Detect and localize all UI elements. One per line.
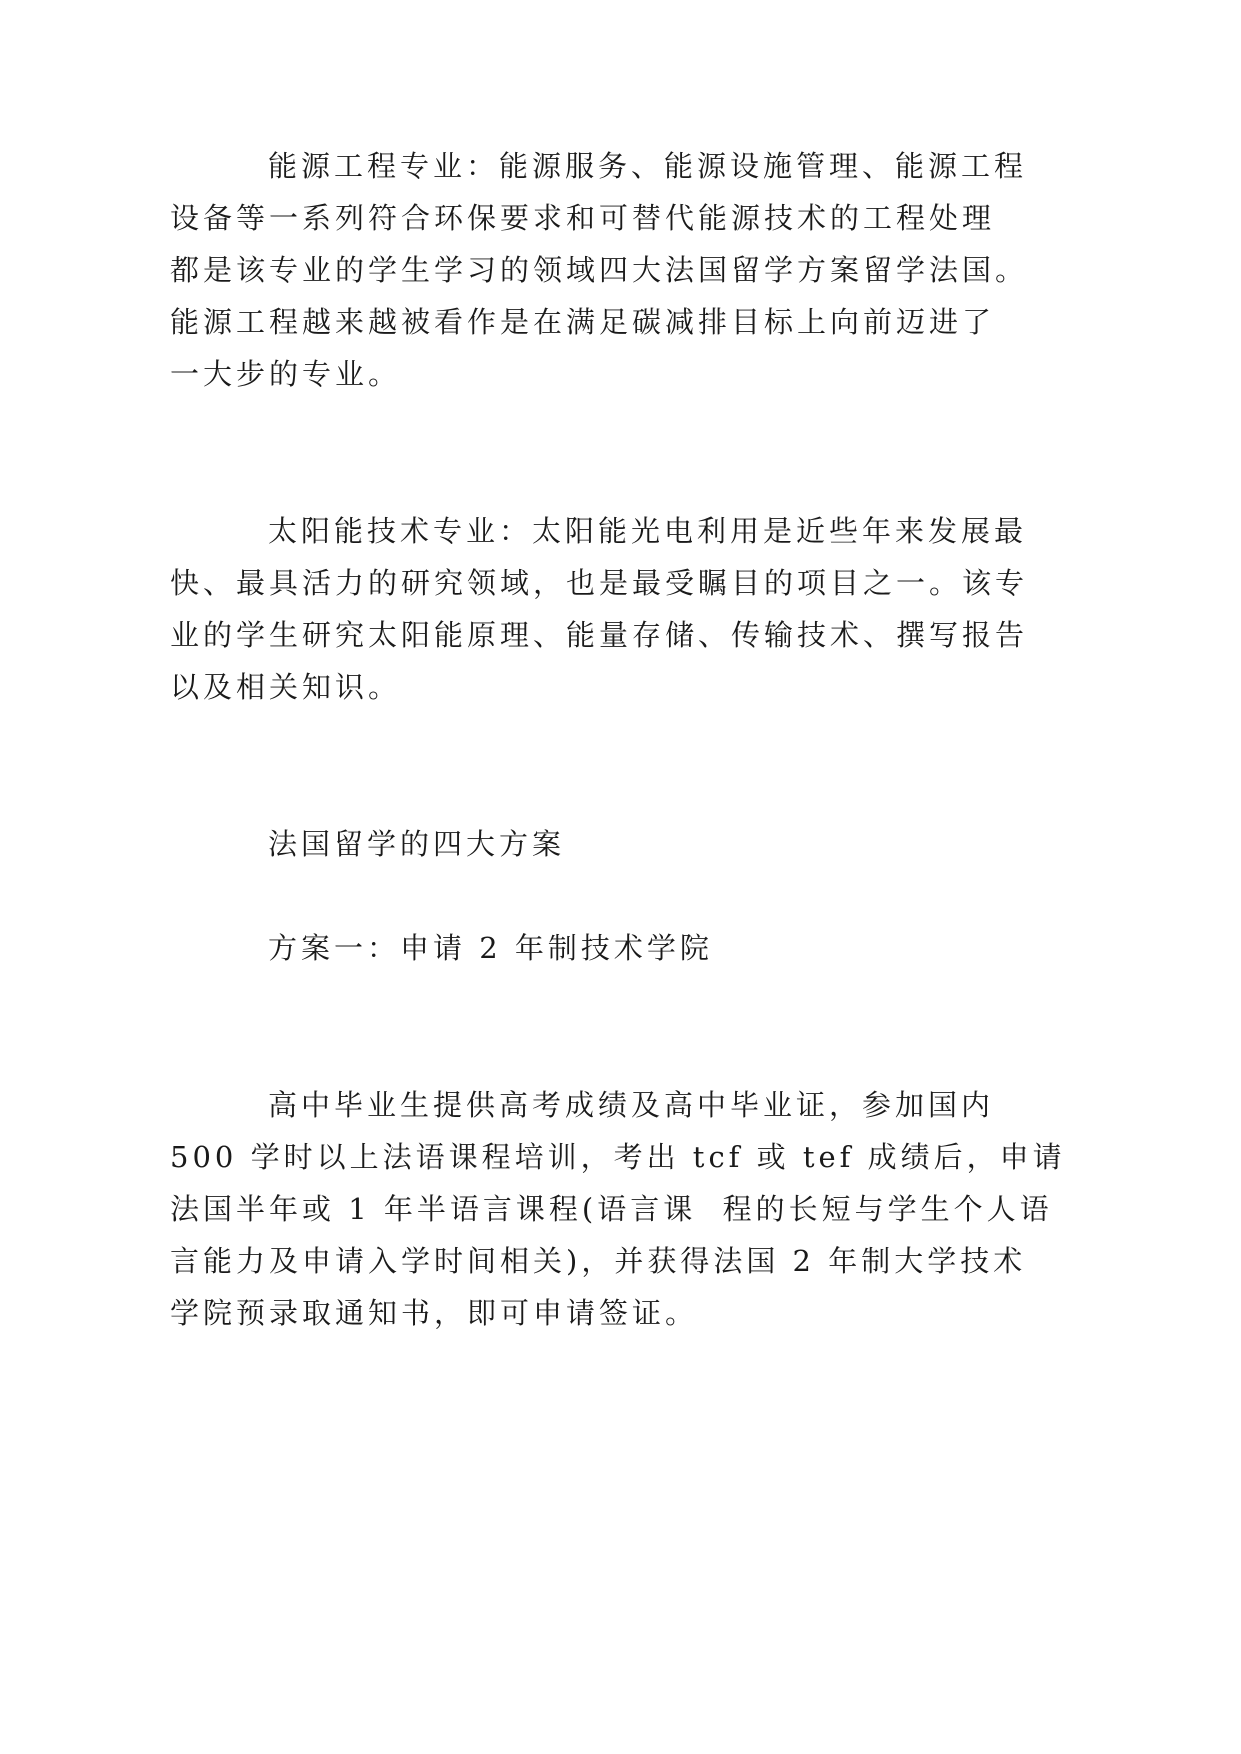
paragraph-line: 学院预录取通知书，即可申请签证。 (170, 1296, 699, 1330)
paragraph-line: 太阳能技术专业：太阳能光电利用是近些年来发展最 (268, 514, 1028, 548)
paragraph-line: 设备等一系列符合环保要求和可替代能源技术的工程处理 (170, 201, 996, 235)
paragraph-line: 以及相关知识。 (170, 670, 402, 704)
paragraph-line: 都是该专业的学生学习的领域四大法国留学方案留学法国。 (170, 253, 1029, 287)
paragraph-line: 能源工程越来越被看作是在满足碳减排目标上向前迈进了 (170, 305, 996, 339)
paragraph-line: 法国半年或 1 年半语言课程(语言课 程的长短与学生个人语 (170, 1192, 1053, 1226)
section-heading: 法国留学的四大方案 (268, 827, 566, 861)
paragraph-line: 言能力及申请入学时间相关)，并获得法国 2 年制大学技术 (170, 1244, 1027, 1278)
paragraph-line: 业的学生研究太阳能原理、能量存储、传输技术、撰写报告 (170, 618, 1029, 652)
paragraph-line: 500 学时以上法语课程培训，考出 tcf 或 tef 成绩后，申请 (170, 1140, 1066, 1174)
paragraph-line: 快、最具活力的研究领域，也是最受瞩目的项目之一。该专 (170, 566, 1029, 600)
paragraph-line: 高中毕业生提供高考成绩及高中毕业证，参加国内 (268, 1088, 995, 1122)
subsection-heading: 方案一：申请 2 年制技术学院 (268, 931, 713, 965)
paragraph-line: 能源工程专业：能源服务、能源设施管理、能源工程 (268, 149, 1028, 183)
paragraph-line: 一大步的专业。 (170, 357, 402, 391)
